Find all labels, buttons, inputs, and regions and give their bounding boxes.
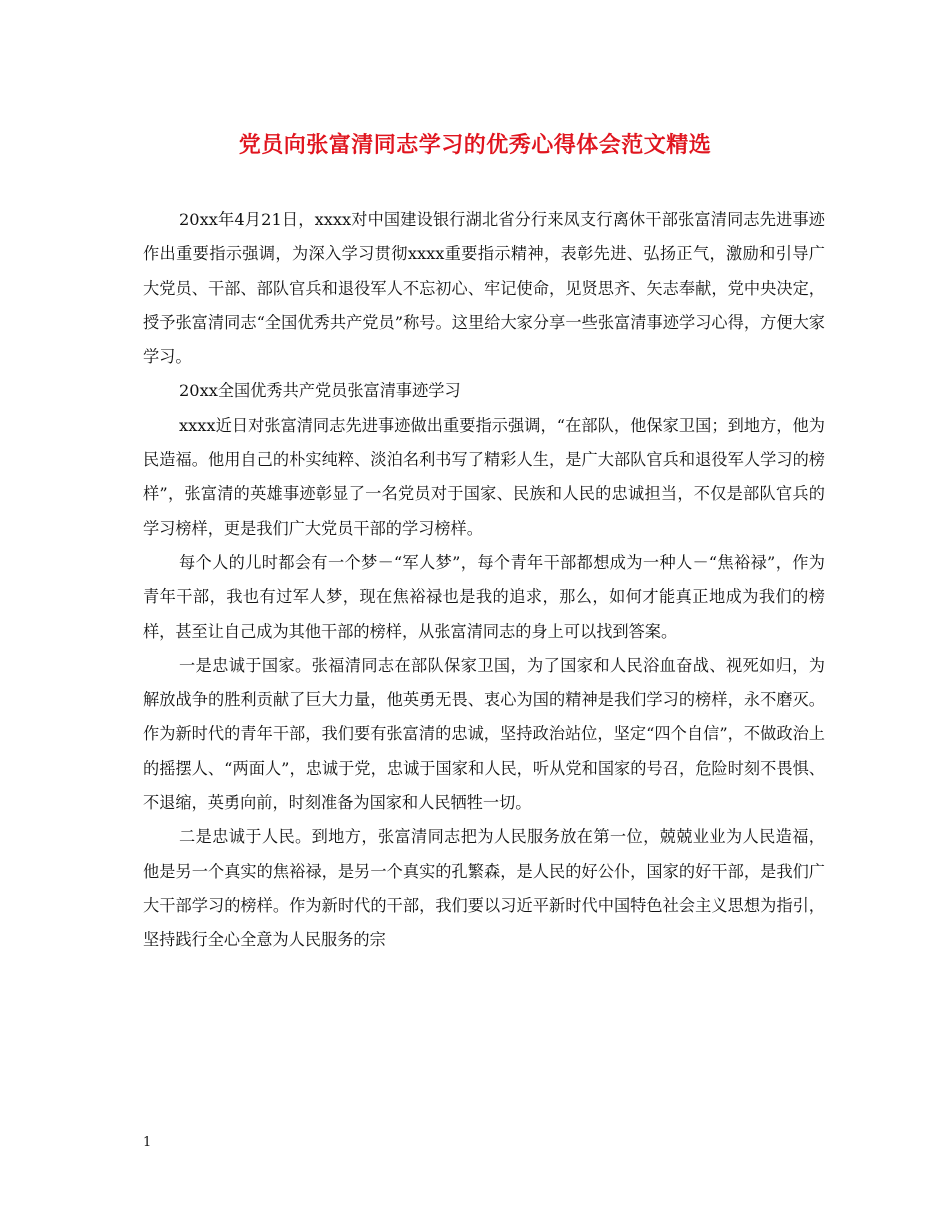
paragraph-dream: 每个人的儿时都会有一个梦－“军人梦”，每个青年干部都想成为一种人－“焦裕禄”，作为青年干部，我也有过军人梦，现在焦裕禄也是我的追求，那么，如何才能真正地成为我们的榜样，甚至让自己成为其他干部的榜样，从张富清同志的身上可以找到答案。 (143, 552, 825, 641)
paragraph-loyal-country: 一是忠诚于国家。张福清同志在部队保家卫国，为了国家和人民浴血奋战、视死如归，为解放战争的胜利贡献了巨大力量，他英勇无畏、衷心为国的精神是我们学习的榜样，永不磨灭。作为新时代的青年干部，我们要有张富清的忠诚，坚持政治站位，坚定“四个自信”，不做政治上的摇摆人、“两面人”，忠诚于党，忠诚于国家和人民，听从党和国家的号召，危险时刻不畏惧、不退缩，英勇向前，时刻准备为国家和人民牺牲一切。 (143, 655, 825, 813)
paragraph-intro: 20xx年4月21日，xxxx对中国建设银行湖北省分行来凤支行离休干部张富清同志先进事迹作出重要指示强调，为深入学习贯彻xxxx重要指示精神，表彰先进、弘扬正气，激励和引导广大党员、干部、部队官兵和退役军人不忘初心、牢记使命，见贤思齐、矢志奉献，党中央决定，授予张富清同志“全国优秀共产党员”称号。这里给大家分享一些张富清事迹学习心得，方便大家学习。 (143, 210, 825, 367)
paragraph-subheading: 20xx全国优秀共产党员张富清事迹学习 (179, 381, 461, 401)
document-body (143, 203, 825, 958)
paragraph-loyal-people: 二是忠诚于人民。到地方，张富清同志把为人民服务放在第一位，兢兢业业为人民造福，他是另一个真实的焦裕禄，是另一个真实的孔繁森，是人民的好公仆，国家的好干部，是我们广大干部学习的榜样。作为新时代的干部，我们要以习近平新时代中国特色社会主义思想为指引，坚持践行全心全意为人民服务的宗 (143, 827, 825, 950)
paragraph-instruction: xxxx近日对张富清同志先进事迹做出重要指示强调，“在部队，他保家卫国；到地方，他为民造福。他用自己的朴实纯粹、淡泊名利书写了精彩人生，是广大部队官兵和退役军人学习的榜样”，张富清的英雄事迹彰显了一名党员对于国家、民族和人民的忠诚担当，不仅是部队官兵的学习榜样，更是我们广大党员干部的学习榜样。 (143, 415, 825, 538)
page-number: 1 (143, 1135, 152, 1150)
document-title: 党员向张富清同志学习的优秀心得体会范文精选 (238, 132, 712, 158)
